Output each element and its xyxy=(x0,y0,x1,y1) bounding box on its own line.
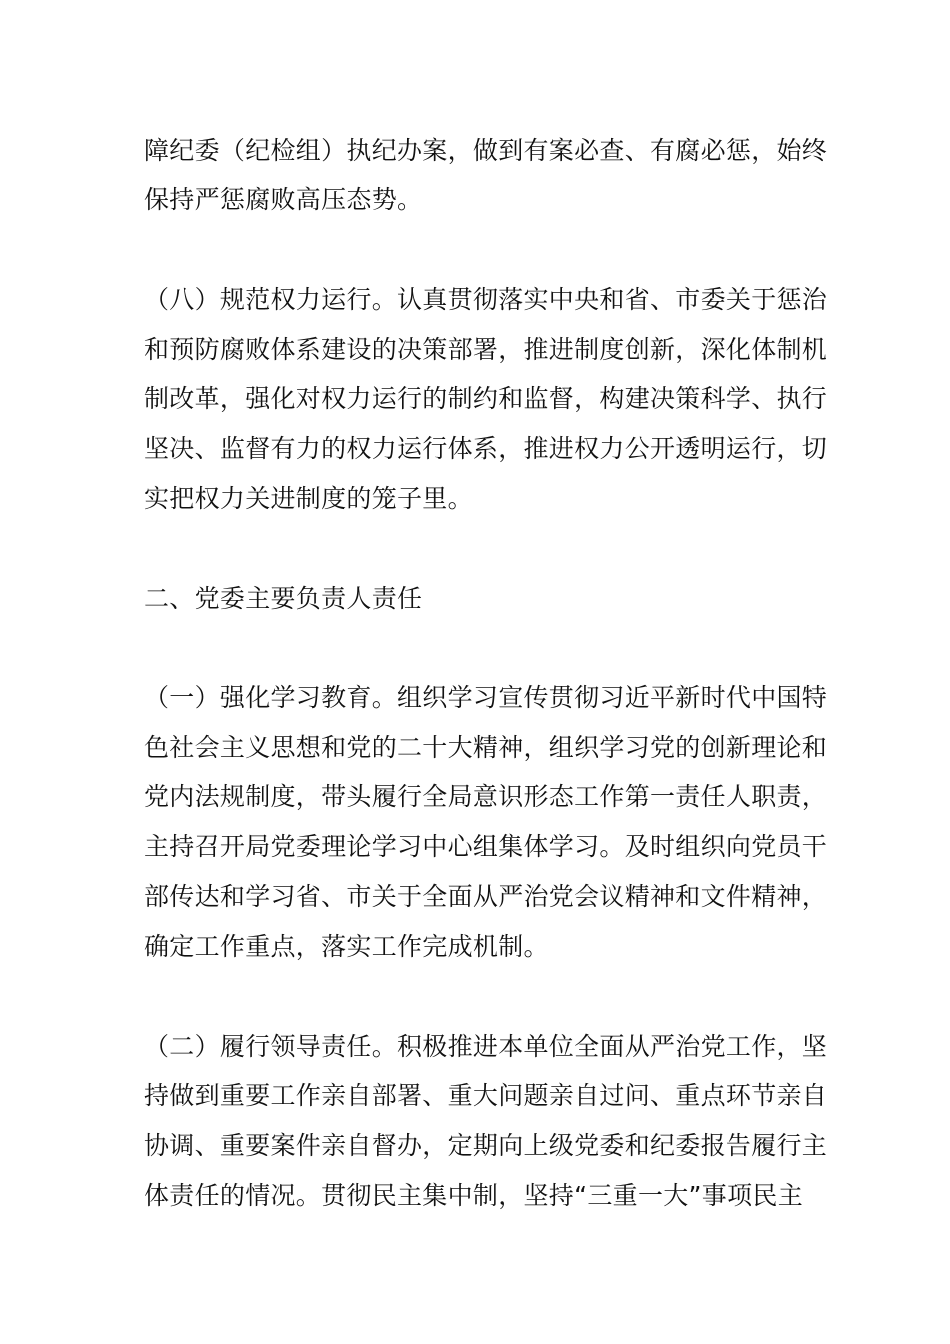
paragraph-3-line-3: 党内法规制度，带头履行全局意识形态工作第一责任人职责， xyxy=(144,782,828,811)
paragraph-4-line-2: 持做到重要工作亲自部署、重大问题亲自过问、重点环节亲自 xyxy=(144,1081,828,1110)
paragraph-4-line-1: （二）履行领导责任。积极推进本单位全面从严治党工作，坚 xyxy=(144,1032,828,1061)
paragraph-2-line-2: 和预防腐败体系建设的决策部署，推进制度创新，深化体制机 xyxy=(144,335,828,364)
paragraph-4-line-3: 协调、重要案件亲自督办，定期向上级党委和纪委报告履行主 xyxy=(144,1131,828,1160)
paragraph-3-line-1: （一）强化学习教育。组织学习宣传贯彻习近平新时代中国特 xyxy=(144,683,828,712)
paragraph-1-line-1: 障纪委（纪检组）执纪办案，做到有案必查、有腐必惩，始终 xyxy=(144,136,828,165)
paragraph-3-line-6: 确定工作重点，落实工作完成机制。 xyxy=(144,932,549,961)
paragraph-2-line-3: 制改革，强化对权力运行的制约和监督，构建决策科学、执行 xyxy=(144,384,828,413)
paragraph-2-line-4: 坚决、监督有力的权力运行体系，推进权力公开透明运行，切 xyxy=(144,434,828,463)
section-heading: 二、党委主要负责人责任 xyxy=(144,584,423,613)
paragraph-2-line-5: 实把权力关进制度的笼子里。 xyxy=(144,484,473,513)
paragraph-2-line-1: （八）规范权力运行。认真贯彻落实中央和省、市委关于惩治 xyxy=(144,285,828,314)
paragraph-3-line-4: 主持召开局党委理论学习中心组集体学习。及时组织向党员干 xyxy=(144,832,828,861)
paragraph-3-line-5: 部传达和学习省、市关于全面从严治党会议精神和文件精神， xyxy=(144,882,828,911)
paragraph-1-line-2: 保持严惩腐败高压态势。 xyxy=(144,185,423,214)
paragraph-4-line-4: 体责任的情况。贯彻民主集中制，坚持“三重一大”事项民主 xyxy=(144,1181,804,1210)
paragraph-3-line-2: 色社会主义思想和党的二十大精神，组织学习党的创新理论和 xyxy=(144,733,828,762)
